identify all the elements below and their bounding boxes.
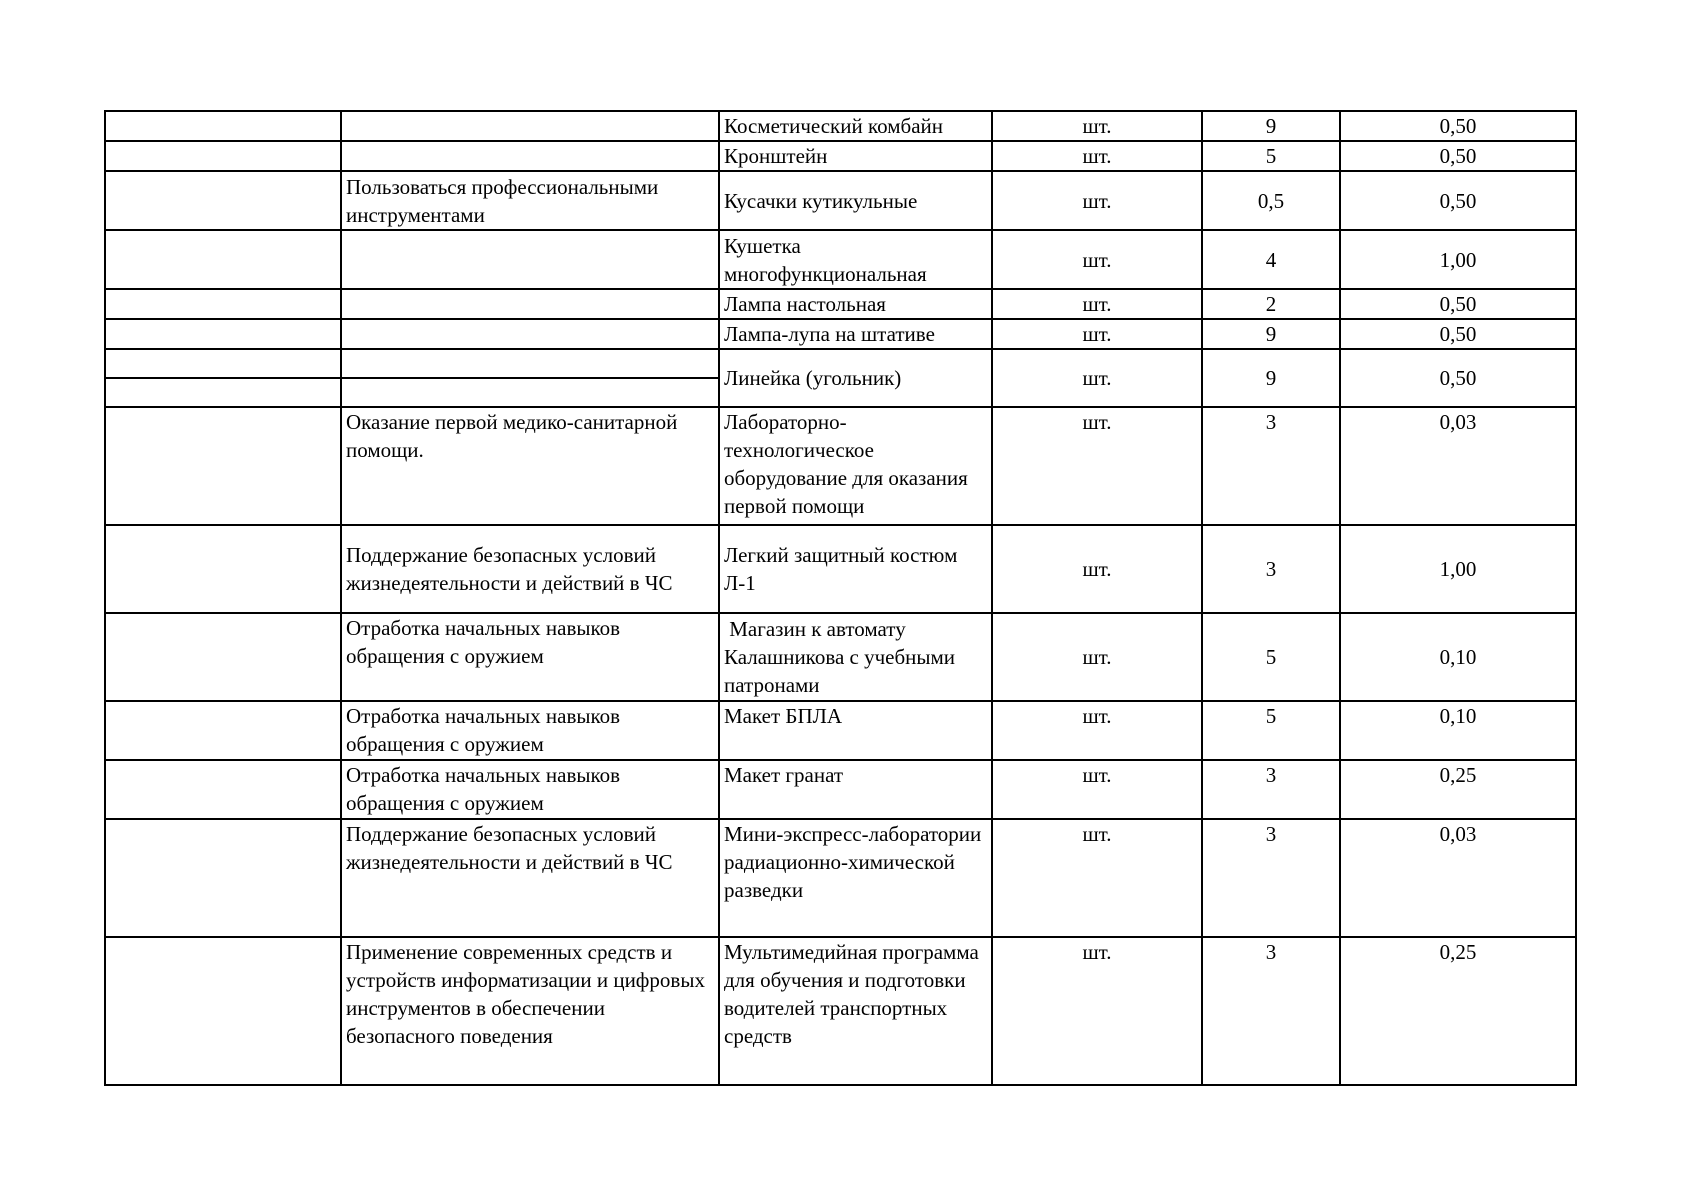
item-name-cell: Лампа-лупа на штативе xyxy=(719,319,992,349)
quantity-cell: 0,5 xyxy=(1202,171,1340,230)
norm-cell: 0,50 xyxy=(1340,319,1576,349)
skill-cell: Поддержание безопасных условий жизнедеятельности и действий в ЧС xyxy=(341,525,719,613)
table-row xyxy=(105,141,1576,171)
table-row xyxy=(105,319,1576,349)
empty-cell xyxy=(105,141,341,171)
unit-cell: шт. xyxy=(992,111,1202,141)
norm-cell: 0,25 xyxy=(1340,937,1576,1085)
empty-cell xyxy=(105,319,341,349)
item-name-cell: Лабораторно-технологическое оборудование для оказания первой помощи xyxy=(719,407,992,525)
skill-cell: Отработка начальных навыков обращения с оружием xyxy=(341,613,719,701)
table-row xyxy=(105,525,1576,613)
empty-cell xyxy=(105,378,341,407)
norm-cell: 0,25 xyxy=(1340,760,1576,819)
item-name-cell: Лампа настольная xyxy=(719,289,992,319)
empty-cell xyxy=(105,407,341,525)
item-name-cell: Макет гранат xyxy=(719,760,992,819)
unit-cell: шт. xyxy=(992,141,1202,171)
table-row xyxy=(105,819,1576,937)
norm-cell: 0,10 xyxy=(1340,701,1576,760)
empty-cell xyxy=(105,230,341,289)
unit-cell: шт. xyxy=(992,937,1202,1085)
unit-cell: шт. xyxy=(992,289,1202,319)
skill-cell xyxy=(341,141,719,171)
unit-cell: шт. xyxy=(992,349,1202,407)
norm-cell: 0,03 xyxy=(1340,407,1576,525)
norm-cell: 0,50 xyxy=(1340,141,1576,171)
skill-cell: Отработка начальных навыков обращения с оружием xyxy=(341,760,719,819)
quantity-cell: 4 xyxy=(1202,230,1340,289)
unit-cell: шт. xyxy=(992,525,1202,613)
item-name-cell: Мини-экспресс-лаборатории радиационно-химической разведки xyxy=(719,819,992,937)
table-row xyxy=(105,937,1576,1085)
skill-cell: Пользоваться профессиональными инструментами xyxy=(341,171,719,230)
skill-cell xyxy=(341,378,719,407)
table-row xyxy=(105,407,1576,525)
table-row xyxy=(105,349,1576,378)
unit-cell: шт. xyxy=(992,760,1202,819)
norm-cell: 0,50 xyxy=(1340,171,1576,230)
table-row xyxy=(105,171,1576,230)
table-row xyxy=(105,613,1576,701)
empty-cell xyxy=(105,760,341,819)
empty-cell xyxy=(105,701,341,760)
table-row xyxy=(105,760,1576,819)
table-row xyxy=(105,111,1576,141)
item-name-cell: Кусачки кутикульные xyxy=(719,171,992,230)
norm-cell: 1,00 xyxy=(1340,230,1576,289)
unit-cell: шт. xyxy=(992,701,1202,760)
skill-cell xyxy=(341,289,719,319)
item-name-cell: Кронштейн xyxy=(719,141,992,171)
table-row xyxy=(105,701,1576,760)
unit-cell: шт. xyxy=(992,230,1202,289)
empty-cell xyxy=(105,819,341,937)
item-name-cell: Косметический комбайн xyxy=(719,111,992,141)
skill-cell xyxy=(341,230,719,289)
quantity-cell: 3 xyxy=(1202,760,1340,819)
item-name-cell: Легкий защитный костюм Л-1 xyxy=(719,525,992,613)
norm-cell: 1,00 xyxy=(1340,525,1576,613)
empty-cell xyxy=(105,613,341,701)
skill-cell xyxy=(341,349,719,378)
quantity-cell: 5 xyxy=(1202,613,1340,701)
empty-cell xyxy=(105,349,341,378)
quantity-cell: 3 xyxy=(1202,407,1340,525)
norm-cell: 0,50 xyxy=(1340,349,1576,407)
quantity-cell: 2 xyxy=(1202,289,1340,319)
unit-cell: шт. xyxy=(992,319,1202,349)
skill-cell: Поддержание безопасных условий жизнедеятельности и действий в ЧС xyxy=(341,819,719,937)
norm-cell: 0,03 xyxy=(1340,819,1576,937)
empty-cell xyxy=(105,171,341,230)
unit-cell: шт. xyxy=(992,407,1202,525)
quantity-cell: 3 xyxy=(1202,937,1340,1085)
empty-cell xyxy=(105,289,341,319)
quantity-cell: 3 xyxy=(1202,525,1340,613)
skill-cell: Отработка начальных навыков обращения с оружием xyxy=(341,701,719,760)
unit-cell: шт. xyxy=(992,171,1202,230)
quantity-cell: 9 xyxy=(1202,349,1340,407)
table-row xyxy=(105,230,1576,289)
item-name-cell: Магазин к автомату Калашникова с учебными патронами xyxy=(719,613,992,701)
equipment-table xyxy=(104,110,1577,1086)
skill-cell: Оказание первой медико-санитарной помощи. xyxy=(341,407,719,525)
norm-cell: 0,10 xyxy=(1340,613,1576,701)
quantity-cell: 5 xyxy=(1202,141,1340,171)
item-name-cell: Мультимедийная программа для обучения и подготовки водителей транспортных средств xyxy=(719,937,992,1085)
unit-cell: шт. xyxy=(992,819,1202,937)
quantity-cell: 9 xyxy=(1202,319,1340,349)
item-name-cell: Линейка (угольник) xyxy=(719,349,992,407)
item-name-cell: Кушетка многофункциональная xyxy=(719,230,992,289)
empty-cell xyxy=(105,111,341,141)
norm-cell: 0,50 xyxy=(1340,289,1576,319)
norm-cell: 0,50 xyxy=(1340,111,1576,141)
quantity-cell: 3 xyxy=(1202,819,1340,937)
table-row xyxy=(105,289,1576,319)
empty-cell xyxy=(105,937,341,1085)
quantity-cell: 9 xyxy=(1202,111,1340,141)
quantity-cell: 5 xyxy=(1202,701,1340,760)
empty-cell xyxy=(105,525,341,613)
unit-cell: шт. xyxy=(992,613,1202,701)
skill-cell: Применение современных средств и устройств информатизации и цифровых инструментов в обеспечении безопасного поведения xyxy=(341,937,719,1085)
skill-cell xyxy=(341,319,719,349)
skill-cell xyxy=(341,111,719,141)
item-name-cell: Макет БПЛА xyxy=(719,701,992,760)
